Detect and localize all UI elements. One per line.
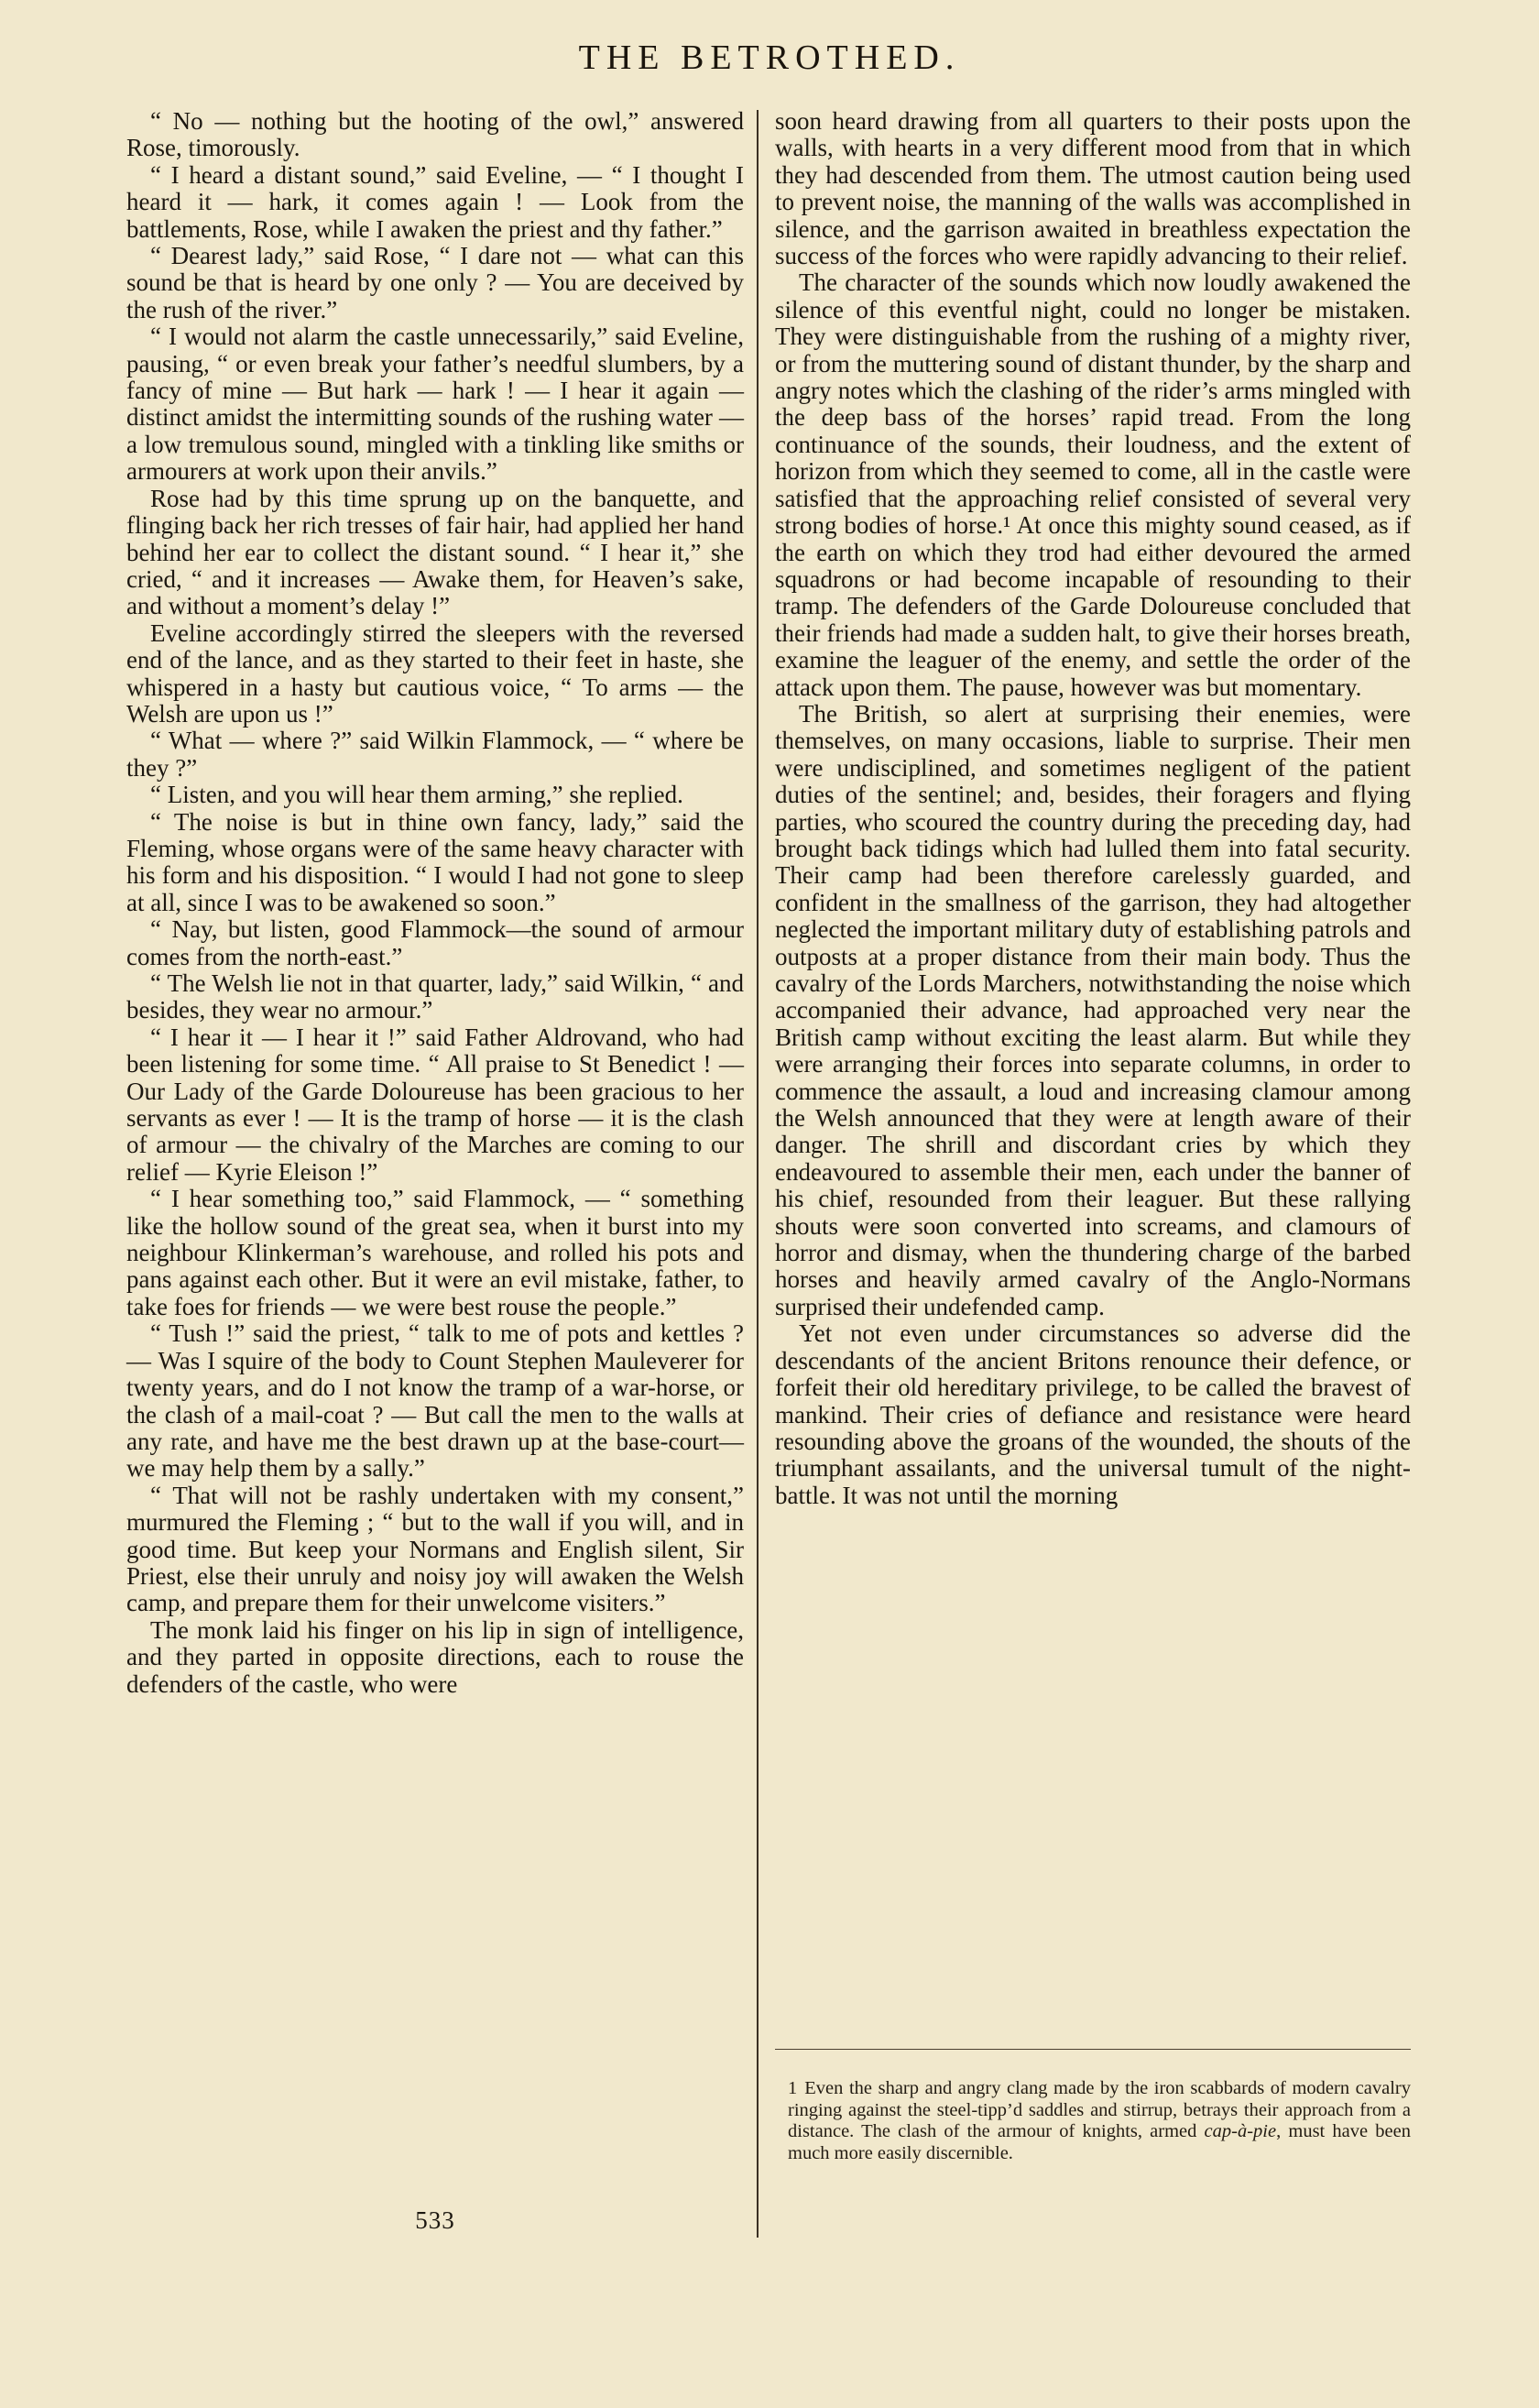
page-number: 533 bbox=[415, 2206, 455, 2234]
footnote-rule bbox=[775, 2049, 1411, 2050]
paragraph: soon heard drawing from all quarters to their posts upon the walls, with hearts in a very different mood from that in which they had descended from them. The utmost caution being used to prevent noise, the manning of the walls was accomplished in silence, and the garrison awaited in breathless expectation the success of the forces who were rapidly advancing to their relief. bbox=[775, 107, 1411, 270]
paragraph: The British, so alert at surprising their enemies, were themselves, on many occasions, liable to surprise. Their men were undisciplined, and sometimes negligent of the patient duties of the sentinel; and, besides, their foragers and flying parties, who scoured the country during the preceding day, had brought back tidings which had lulled them into fatal security. Their camp had been therefore carelessly guarded, and confident in the smallness of the garrison, they had altogether neglected the important military duty of establishing patrols and outposts at a proper distance from their main body. Thus the cavalry of the Lords Marchers, notwithstanding the noise which accompanied their advance, had approached very near the British camp without exciting the least alarm. But while they were arranging their forces into separate columns, in order to commence the assault, a loud and increasing clamour among the Welsh announced that they were at length aware of their danger. The shrill and discordant cries by which they endeavoured to assemble their men, each under the banner of his chief, resounded from their leaguer. But these rallying shouts were soon converted into screams, and clamours of horror and dismay, when the thundering charge of the barbed horses and heavily armed cavalry of the Anglo-Normans surprised their undefended camp. bbox=[775, 699, 1411, 1320]
paragraph: “ I would not alarm the castle unnecessarily,” said Eveline, pausing, “ or even break your father’s needful slumbers, by a fancy of mine — But hark — hark ! — I hear it again — distinct amidst the intermitting sounds of the rushing water — a low tremulous sound, mingled with a tinkling like smiths or armourers at work upon their anvils.” bbox=[126, 323, 744, 486]
footnote bbox=[788, 2078, 1411, 2164]
paragraph: “ What — where ?” said Wilkin Flammock, — “ where be they ?” bbox=[126, 727, 744, 782]
paragraph: “ The Welsh lie not in that quarter, lady,” said Wilkin, “ and besides, they wear no armour.” bbox=[126, 969, 744, 1024]
running-head: THE BETROTHED. bbox=[578, 38, 961, 77]
paragraph: “ The noise is but in thine own fancy, lady,” said the Fleming, whose organs were of the same heavy character with his form and his disposition. “ I would I had not gone to sleep at all, since I was to be awakened so soon.” bbox=[126, 807, 744, 916]
paragraph: Eveline accordingly stirred the sleepers with the reversed end of the lance, and as they started to their feet in haste, she whispered in a hasty but cautious voice, “ To arms — the Welsh are upon us !” bbox=[126, 618, 744, 728]
paragraph: Yet not even under circumstances so adverse did the descendants of the ancient Britons renounce their defence, or forfeit their old hereditary privilege, to be called the bravest of mankind. Their cries of defiance and resistance were heard resounding above the groans of the wounded, the shouts of the triumphant assailants, and the universal tumult of the night-battle. It was not until the morning bbox=[775, 1319, 1411, 1509]
paragraph: “ Dearest lady,” said Rose, “ I dare not — what can this sound be that is heard by one only ? — You are deceived by the rush of the river.” bbox=[126, 242, 744, 323]
paragraph: “ I hear it — I hear it !” said Father Aldrovand, who had been listening for some time. “ All praise to St Benedict ! — Our Lady of the Garde Doloureuse has been gracious to her servants as ever ! — It is the tramp of horse — it is the clash of armour — the chivalry of the Marches are coming to our relief — Kyrie Eleison !” bbox=[126, 1023, 744, 1186]
column-divider bbox=[757, 110, 759, 2238]
paragraph: “ Tush !” said the priest, “ talk to me of pots and kettles ? — Was I squire of the body to Count Stephen Mauleverer for twenty years, and do I not know the tramp of a war-horse, or the clash of a mail-coat ? — But call the men to the walls at any rate, and have me the best drawn up at the base-court—we may help them by a sally.” bbox=[126, 1319, 744, 1483]
paragraph: “ Listen, and you will hear them arming,” she replied. bbox=[150, 781, 683, 809]
paragraph: Rose had by this time sprung up on the banquette, and flinging back her rich tresses of fair hair, had applied her hand behind her ear to collect the distant sound. “ I hear it,” she cried, “ and it increases — Awake them, for Heaven’s sake, and without a moment’s delay !” bbox=[126, 484, 744, 620]
paragraph: The character of the sounds which now loudly awakened the silence of this eventful night, could no longer be mistaken. They were distinguishable from the rushing of a mighty river, or from the muttering sound of distant thunder, by the sharp and angry notes which the clashing of the rider’s arms mingled with the deep bass of the horses’ rapid tread. From the long continuance of the sounds, their loudness, and the extent of horizon from which they seemed to come, all in the castle were satisfied that the approaching relief consisted of several very strong bodies of horse.¹ At once this mighty sound ceased, as if the earth on which they trod had either devoured the armed squadrons or had become incapable of resounding to their tramp. The defenders of the Garde Doloureuse concluded that their friends had made a sudden halt, to give their horses breath, examine the leaguer of the enemy, and settle the order of the attack upon them. The pause, however was but momentary. bbox=[775, 268, 1411, 701]
paragraph: “ That will not be rashly undertaken with my consent,” murmured the Fleming ; “ but to the wall if you will, and in good time. But keep your Normans and English silent, Sir Priest, else their unruly and noisy joy will awaken the Welsh camp, and prepare them for their unwelcome visiters.” bbox=[126, 1481, 744, 1617]
paragraph: “ I heard a distant sound,” said Eveline, — “ I thought I heard it — hark, it comes again ! — Look from the battlements, Rose, while I awaken the priest and thy father.” bbox=[126, 160, 744, 243]
footnote-text-end: , must have been much more easily discernible. bbox=[788, 2121, 1411, 2163]
right-column bbox=[775, 108, 1411, 1509]
paragraph: “ I hear something too,” said Flammock, — “ something like the hollow sound of the great sea, when it burst into my neighbour Klinkerman’s warehouse, and rolled his pots and pans against each other. But it were an evil mistake, father, to take foes for friends — we were best rouse the people.” bbox=[126, 1185, 744, 1320]
left-column bbox=[126, 108, 744, 1698]
footnote-italic: cap-à-pie bbox=[1204, 2121, 1277, 2141]
footnote-mark: 1 bbox=[788, 2078, 798, 2098]
paragraph: “ No — nothing but the hooting of the owl,” answered Rose, timorously. bbox=[126, 107, 744, 162]
paragraph: The monk laid his finger on his lip in sign of intelligence, and they parted in opposite directions, each to rouse the defenders of the castle, who were bbox=[126, 1615, 744, 1698]
paragraph: “ Nay, but listen, good Flammock—the sound of armour comes from the north-east.” bbox=[126, 915, 744, 970]
footnote-text: Even the sharp and angry clang made by the iron scabbards of modern cavalry ringing against the steel-tipp’d saddles and stirrup, betrays their approach from a distance. The clash of the armour of knights, armed bbox=[788, 2078, 1411, 2141]
